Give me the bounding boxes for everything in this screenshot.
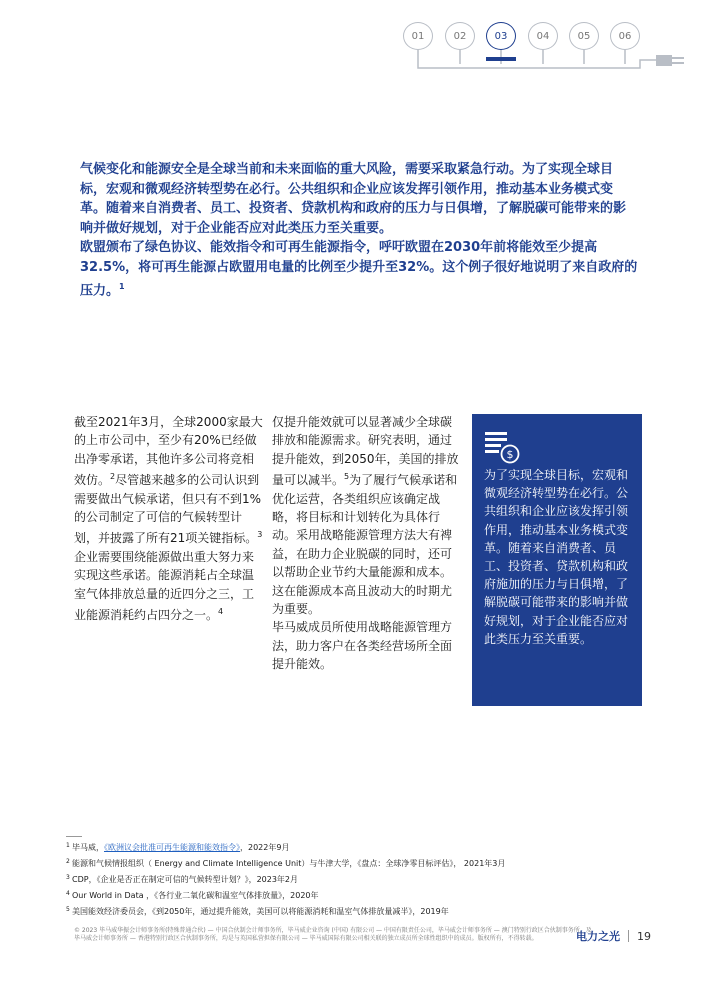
footnote-5: 5 美国能效经济委员会，《到2050年，通过提升能效，美国可以将能源消耗和温室气体排放量减半》，2019年 <box>66 906 449 916</box>
nav-item-03[interactable]: 03 <box>486 22 516 50</box>
footer-divider <box>628 930 629 942</box>
footnote-ref: 3 <box>257 530 263 540</box>
legal-notice: © 2023 毕马威华振会计师事务所(特殊普通合伙) — 中国合伙制会计师事务所，毕马威企业咨询 (中国) 有限公司 — 中国有限责任公司，毕马威会计师事务所 — 澳门特别行政区合伙制事务所，及毕马威会计师事务所 — 香港特别行政区合伙制事务所，均是与英国私营担保有限公司 — 毕马威国际有限公司相关联的独立成员所全球性组织中的成员。版权所有，不得转载。 <box>74 927 592 942</box>
page-footer <box>576 928 651 944</box>
nav-item-06[interactable]: 06 <box>610 22 640 50</box>
page-number: 19 <box>637 930 651 943</box>
footnote-3: 3 CDP，《企业是否正在制定可信的气候转型计划？》，2023年2月 <box>66 874 299 884</box>
publication-title: 电力之光 <box>576 930 620 943</box>
footnote-ref: 4 <box>218 607 224 617</box>
document-dollar-icon <box>484 428 520 464</box>
section-nav <box>0 0 710 90</box>
footnote-link[interactable]: 《欧洲议会批准可再生能源和能效指令》 <box>104 843 240 852</box>
highlight-box <box>472 414 642 706</box>
nav-wire <box>0 0 710 90</box>
nav-item-02[interactable]: 02 <box>445 22 475 50</box>
intro-paragraph-2: 欧盟颁布了绿色协议、能效指令和可再生能源指令，呼吁欧盟在2030年前将能效至少提高32.5%，将可再生能源占欧盟用电量的比例至少提升至32%。这个例子很好地说明了来自政府的压力。$^1$ <box>80 240 638 299</box>
intro-text <box>80 160 638 301</box>
highlight-text: 为了实现全球目标，宏观和微观经济转型势在必行。公共组织和企业应该发挥引领作用，推动基本业务模式变革。随着来自消费者、员工、投资者、贷款机构和政府施加的压力与日俱增，了解脱碳可能带来的影响并做好规划，对于企业能否应对此类压力至关重要。 <box>484 468 629 646</box>
body-column-1: 截至2021年3月，全球2000家最大的上市公司中，至少有20%已经做出净零承诺，其他许多公司将竞相效仿。$^2$尽管越来越多的公司认识到需要做出气候承诺，但只有不到1%的公司制定了可信的气候转型计划，并披露了所有21项关键指标。$^3$ 企业需要围绕能源做出重大努力来实现这些承诺。能源消耗占全球温室气体排放总量的近四分之三，工业能源消耗约占四分之一。$^4$ <box>74 415 263 623</box>
intro-paragraph-1: 气候变化和能源安全是全球当前和未来面临的重大风险，需要采取紧急行动。为了实现全球目标，宏观和微观经济转型势在必行。公共组织和企业应该发挥引领作用，推动基本业务模式变革。随着来自消费者、员工、投资者、贷款机构和政府的压力与日俱增，了解脱碳可能带来的影响并做好规划，对于企业能否应对此类压力至关重要。 <box>80 162 627 236</box>
footnote-ref: 2 <box>110 472 116 482</box>
footnote-2: 2 能源和气候情报组织（ Energy and Climate Intelligence Unit）与牛津大学，《盘点：全球净零目标评估》， 2021年3月 <box>66 858 506 868</box>
footnote-4: 4 Our World in Data ，《各行业二氧化碳和温室气体排放量》，2020年 <box>66 890 319 900</box>
active-section-indicator <box>486 57 516 61</box>
body-column-2: 仅提升能效就可以显著减少全球碳排放和能源需求。研究表明，通过提升能效，到2050年，美国的排放量可以减半。$^5$为了履行气候承诺和优化运营，各类组织应该确定战略，将目标和计划转化为具体行动。采用战略能源管理方法大有裨益，在助力企业脱碳的同时，还可以帮助企业节约大量能源和成本。这在能源成本高且波动大的时期尤为重要。 毕马威成员所使用战略能源管理方法，助力客户在各类经营场所全面提升能效。 <box>272 413 462 674</box>
footnote-ref: 1 <box>119 282 125 291</box>
nav-item-01[interactable]: 01 <box>403 22 433 50</box>
nav-item-04[interactable]: 04 <box>528 22 558 50</box>
plug-icon <box>656 55 672 66</box>
footnote-1: 1 毕马威，《欧洲议会批准可再生能源和能效指令》，2022年9月 <box>66 842 290 852</box>
nav-item-05[interactable]: 05 <box>569 22 599 50</box>
footnote-divider <box>66 836 82 837</box>
svg-text:$: $ <box>506 448 514 461</box>
footnotes <box>66 836 656 920</box>
footnote-ref: 5 <box>344 472 350 482</box>
col2-paragraph-2: 毕马威成员所使用战略能源管理方法，助力客户在各类经营场所全面提升能效。 <box>272 620 453 672</box>
